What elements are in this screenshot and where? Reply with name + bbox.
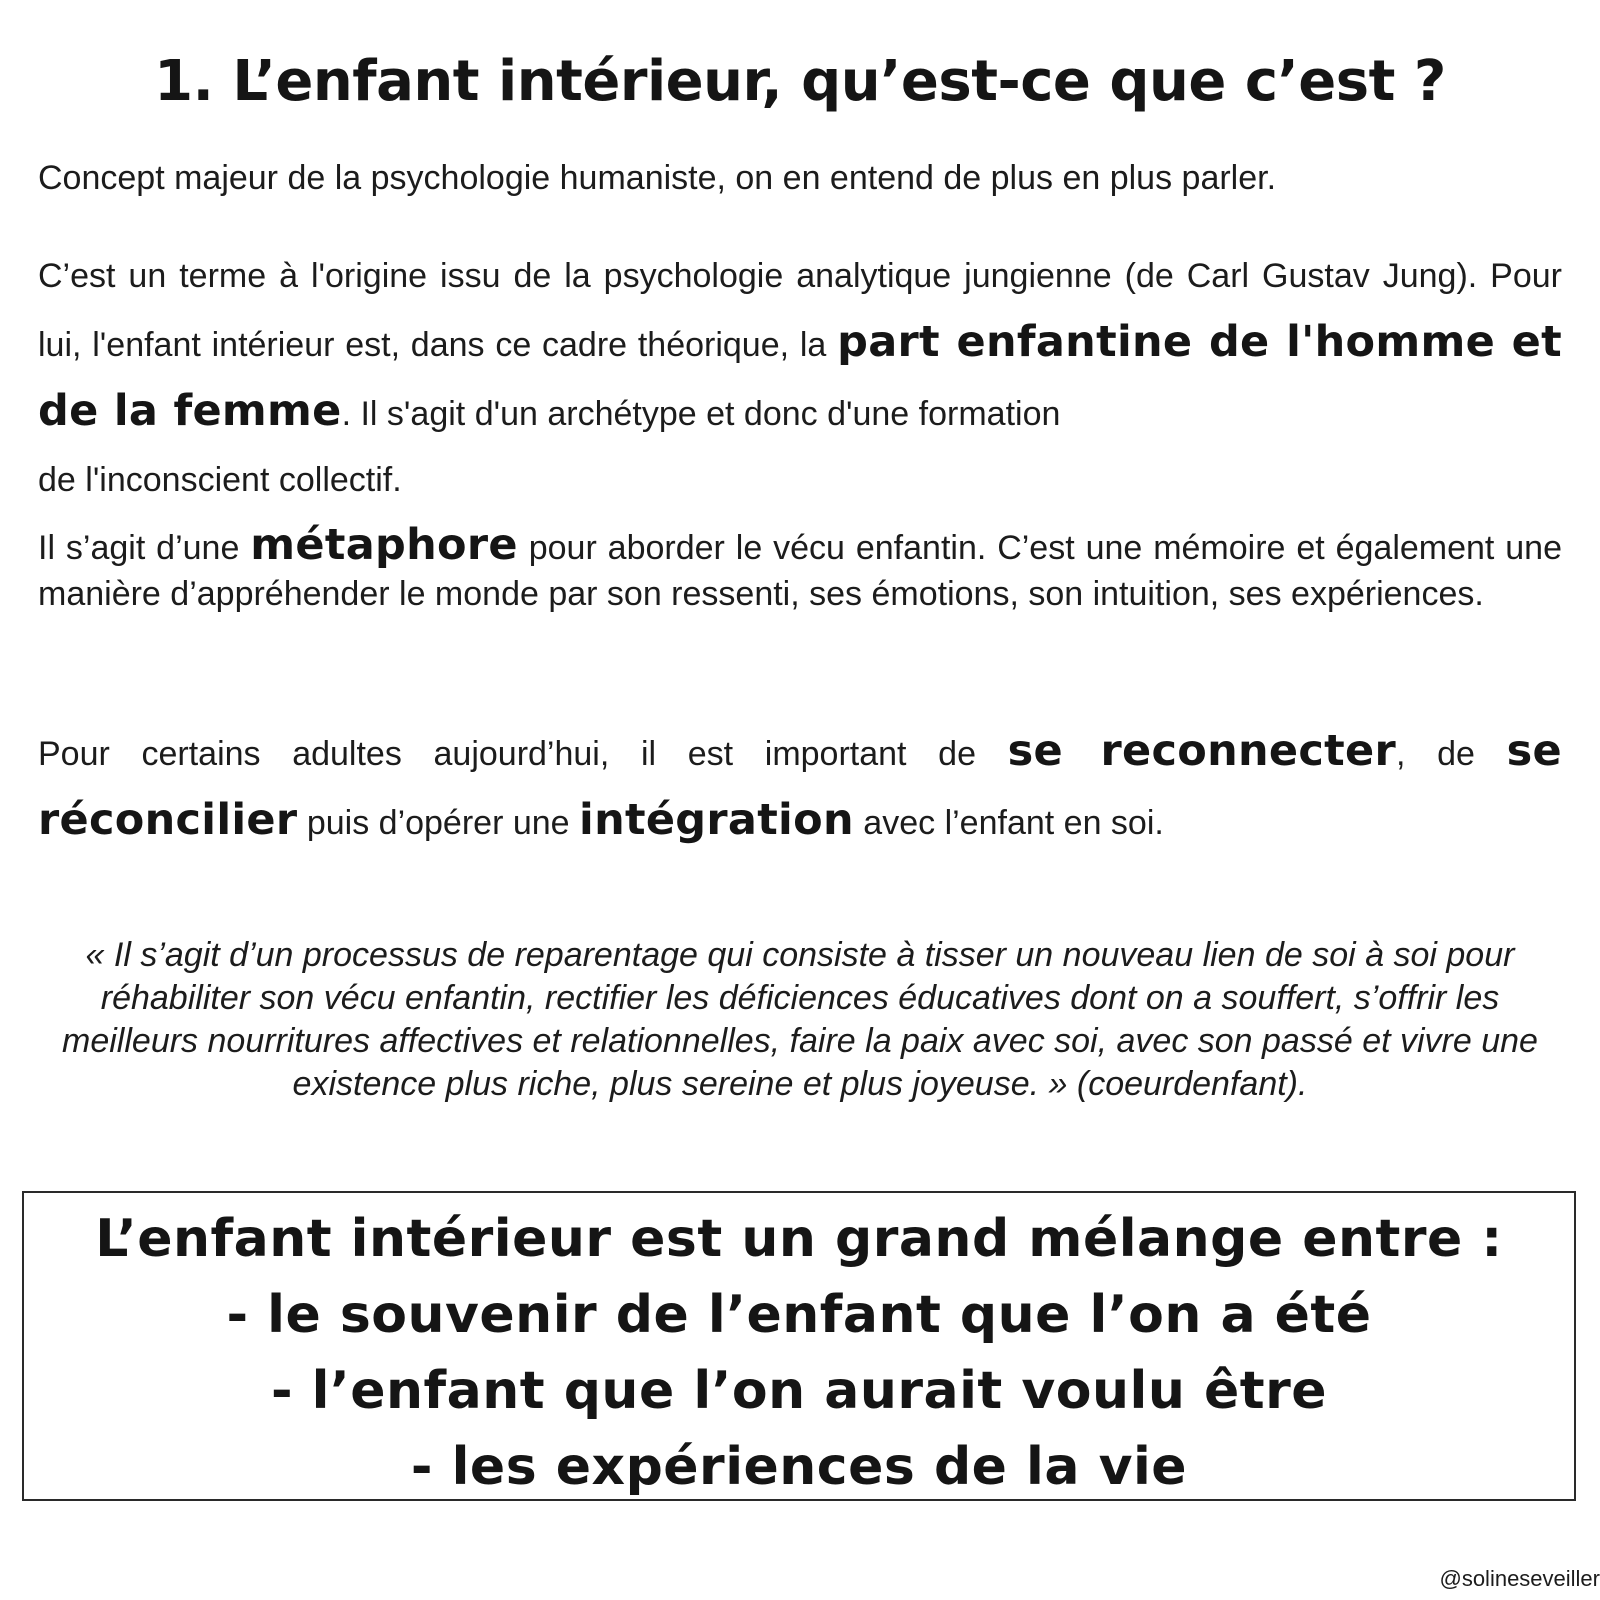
paragraph-intro: Concept majeur de la psychologie humaniste, on en entend de plus en plus parler.	[38, 159, 1277, 197]
highlight-se-reconcilier: se réconcilier	[38, 726, 1562, 845]
paragraph-reconnecter-text-1: Pour certains adultes aujourd’hui, il est important de	[38, 735, 1008, 773]
paragraph-reconnecter-text-2: , de	[1396, 735, 1507, 773]
author-credit: @solineseveiller	[1439, 1566, 1600, 1591]
paragraph-jung-text-after: . Il s'agit d'un archétype et donc d'une formation	[341, 395, 1061, 433]
paragraph-metaphore-text-before: Il s’agit d’une	[38, 529, 251, 567]
summary-box-item: - le souvenir de l’enfant que l’on a été	[226, 1285, 1372, 1345]
paragraph-metaphore	[38, 522, 1562, 617]
highlight-se-reconnecter: se reconnecter	[1007, 726, 1397, 776]
paragraph-jung-text-before: C’est un terme à l'origine issu de la psychologie analytique jungienne (de Carl Gustav Jung). Pour lui, l'enfant intérieur est, dans ce cadre théorique, la	[38, 257, 1562, 364]
paragraph-reconnecter	[38, 718, 1562, 856]
paragraph-metaphore-text-after: pour aborder le vécu enfantin. C’est une mémoire et également une manière d’appréhender le monde par son ressenti, ses émotions, son intuition, ses expériences.	[38, 529, 1563, 613]
summary-box-item: - les expériences de la vie	[410, 1437, 1188, 1497]
paragraph-reconnecter-text-3: puis d’opérer une	[297, 804, 580, 842]
summary-box-heading: L’enfant intérieur est un grand mélange entre :	[95, 1209, 1503, 1269]
page-title: 1. L’enfant intérieur, qu’est-ce que c’est ?	[154, 49, 1446, 114]
summary-box-item: - l’enfant que l’on aurait voulu être	[270, 1361, 1328, 1421]
highlight-integration: intégration	[579, 795, 854, 845]
paragraph-jung	[38, 243, 1562, 513]
highlight-part-enfantine: part enfantine de l'homme et de la femme	[38, 317, 1562, 436]
summary-box	[22, 1191, 1576, 1501]
highlight-metaphore: métaphore	[250, 520, 518, 570]
quote-coeurdenfant: « Il s’agit d’un processus de reparentage qui consiste à tisser un nouveau lien de soi à soi pour réhabiliter son vécu enfantin, rectifier les déficiences éducatives dont on a souffert, s’offrir les meilleurs nourritures affectives et relationnelles, faire la paix avec soi, avec son passé et vivre une existence plus riche, plus sereine et plus joyeuse. » (coeurdenfant).	[62, 936, 1538, 1103]
paragraph-reconnecter-text-4: avec l’enfant en soi.	[853, 804, 1164, 842]
paragraph-jung-text-last: de l'inconscient collectif.	[38, 461, 402, 499]
